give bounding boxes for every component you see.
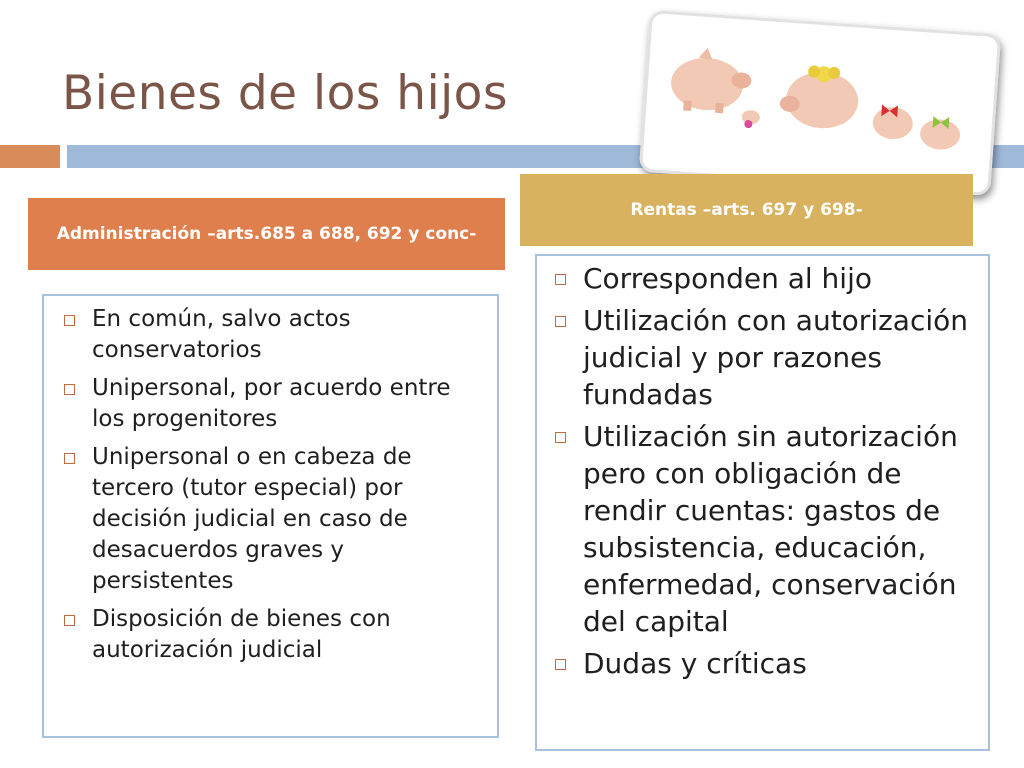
administracion-list-box bbox=[42, 294, 499, 738]
square-bullet-icon bbox=[555, 659, 566, 670]
list-item: Unipersonal, por acuerdo entre los progenitores bbox=[58, 373, 487, 435]
rentas-header-label: Rentas –arts. 697 y 698- bbox=[630, 200, 863, 220]
administracion-header bbox=[28, 198, 505, 270]
square-bullet-icon bbox=[64, 315, 75, 326]
piggy-banks-picture bbox=[639, 10, 1001, 196]
slide-title: Bienes de los hijos bbox=[62, 66, 508, 121]
square-bullet-icon bbox=[64, 453, 75, 464]
administracion-list bbox=[58, 304, 487, 666]
administracion-header-label: Administración –arts.685 a 688, 692 y conc- bbox=[56, 224, 477, 244]
rentas-list-box bbox=[535, 254, 990, 751]
square-bullet-icon bbox=[555, 274, 566, 285]
square-bullet-icon bbox=[64, 615, 75, 626]
piggy-bank-tiny-icon bbox=[741, 110, 760, 129]
list-item: Disposición de bienes con autorización judicial bbox=[58, 604, 487, 666]
rentas-list bbox=[549, 260, 980, 682]
piggy-bank-green-bow-icon bbox=[919, 115, 961, 151]
rentas-header bbox=[520, 174, 973, 246]
square-bullet-icon bbox=[64, 384, 75, 395]
list-item: En común, salvo actos conservatorios bbox=[58, 304, 487, 366]
orange-accent-bar bbox=[0, 145, 60, 168]
square-bullet-icon bbox=[555, 432, 566, 443]
list-item: Dudas y críticas bbox=[549, 645, 980, 682]
list-item: Unipersonal o en cabeza de tercero (tutor especial) por decisión judicial en caso de desacuerdos graves y persistentes bbox=[58, 442, 487, 597]
list-item: Utilización sin autorización pero con obligación de rendir cuentas: gastos de subsistencia, educación, enfermedad, conservación del capital bbox=[549, 418, 980, 640]
list-item: Utilización con autorización judicial y por razones fundadas bbox=[549, 302, 980, 413]
square-bullet-icon bbox=[555, 316, 566, 327]
piggy-bank-medium-icon bbox=[778, 63, 860, 130]
list-item: Corresponden al hijo bbox=[549, 260, 980, 297]
piggy-bank-large-icon bbox=[669, 46, 753, 115]
piggy-bank-bow-icon bbox=[872, 104, 914, 141]
